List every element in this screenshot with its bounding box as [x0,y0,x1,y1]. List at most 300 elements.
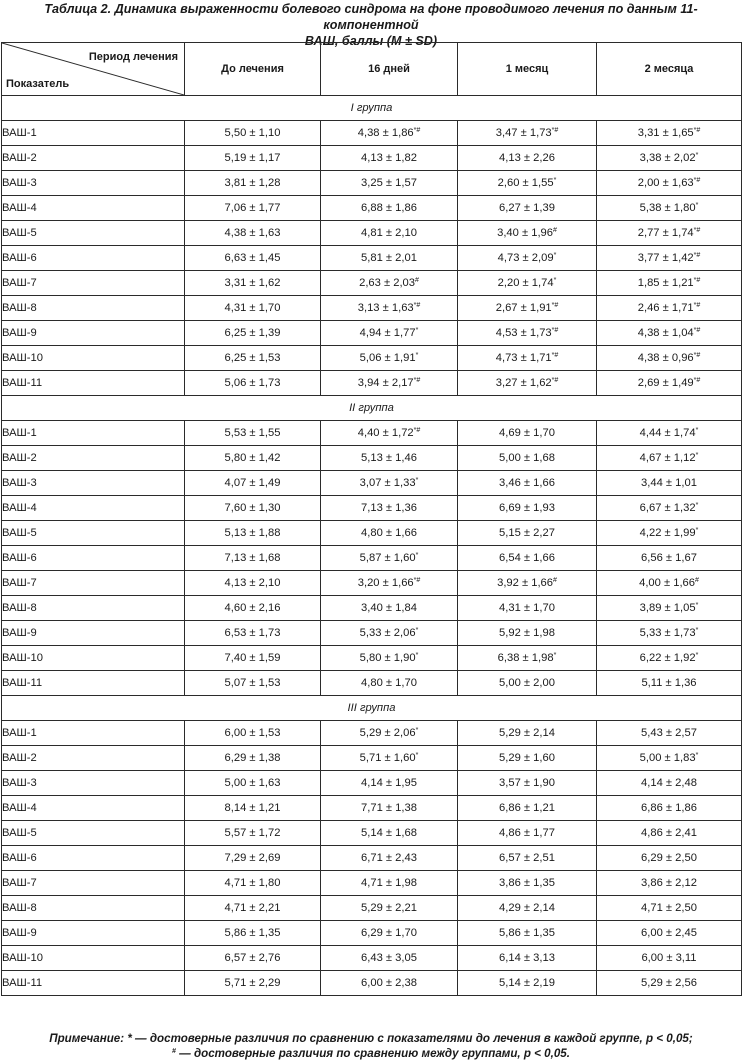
significance-mark: *# [693,277,701,284]
value-text: 7,60 ± 1,30 [224,502,281,514]
value-text: 4,73 ± 1,71 [495,352,552,364]
value-cell [597,321,742,346]
significance-mark: * [695,627,699,634]
value-text: 4,38 ± 1,04 [637,327,694,339]
value-cell [597,446,742,471]
value-text: 4,73 ± 2,09 [497,252,554,264]
value-text: 6,29 ± 1,38 [224,752,281,764]
value-cell [185,471,321,496]
value-cell [321,521,458,546]
value-cell [458,971,597,996]
value-text: 5,87 ± 1,60 [359,552,416,564]
table-row [2,921,742,946]
value-cell [458,771,597,796]
row-label: ВАШ-6 [2,546,185,571]
group-title: II группа [2,396,742,421]
value-text: 7,40 ± 1,59 [224,652,281,664]
value-cell [458,546,597,571]
row-label: ВАШ-4 [2,496,185,521]
value-cell [321,171,458,196]
value-text: 2,67 ± 1,91 [495,302,552,314]
value-text: 6,57 ± 2,76 [224,952,281,964]
row-label: ВАШ-9 [2,321,185,346]
table-note [0,1031,742,1061]
value-text: 4,80 ± 1,66 [361,527,417,539]
header-col-1-month: 1 месяц [458,43,597,96]
value-text: 6,25 ± 1,53 [224,352,281,364]
value-cell [458,871,597,896]
value-cell [597,971,742,996]
value-cell [185,121,321,146]
value-cell [321,671,458,696]
header-diagonal-cell [2,43,185,96]
significance-mark: * [553,652,557,659]
header-col-2-months: 2 месяца [597,43,742,96]
value-text: 5,06 ± 1,91 [359,352,416,364]
row-label: ВАШ-8 [2,596,185,621]
value-text: 6,00 ± 2,45 [641,927,697,939]
table-caption [0,0,742,48]
row-label: ВАШ-4 [2,196,185,221]
value-text: 4,38 ± 1,86 [357,127,414,139]
value-text: 8,14 ± 1,21 [224,802,281,814]
value-text: 4,38 ± 0,96 [637,352,694,364]
value-cell [458,371,597,396]
value-cell [458,946,597,971]
table-row [2,121,742,146]
note-hash-mark: # [172,1048,176,1055]
value-cell [458,596,597,621]
value-text: 3,47 ± 1,73 [495,127,552,139]
value-text: 4,14 ± 1,95 [361,777,417,789]
value-cell [597,571,742,596]
value-text: 5,07 ± 1,53 [224,677,281,689]
value-text: 5,81 ± 2,01 [361,252,417,264]
value-text: 4,00 ± 1,66 [639,577,695,589]
table-row [2,496,742,521]
value-cell [597,146,742,171]
table-row [2,846,742,871]
value-text: 4,22 ± 1,99 [639,527,696,539]
value-text: 3,86 ± 1,35 [499,877,555,889]
value-text: 4,38 ± 1,63 [224,227,281,239]
value-cell [321,546,458,571]
value-cell [458,321,597,346]
value-cell [185,596,321,621]
value-cell [597,196,742,221]
value-cell [458,221,597,246]
value-cell [321,346,458,371]
value-cell [597,546,742,571]
header-col-16-days: 16 дней [321,43,458,96]
row-label: ВАШ-8 [2,296,185,321]
significance-mark: * [415,752,419,759]
value-cell [185,296,321,321]
significance-mark: *# [551,302,559,309]
value-cell [185,546,321,571]
value-text: 5,14 ± 2,19 [499,977,555,989]
value-text: 3,81 ± 1,28 [224,177,281,189]
value-cell [458,346,597,371]
value-cell [458,146,597,171]
row-label: ВАШ-7 [2,571,185,596]
group-header-row [2,696,742,721]
value-cell [321,296,458,321]
value-cell [597,846,742,871]
value-cell [458,421,597,446]
note-line-1: Примечание: * — достоверные различия по сравнению с показателями до лечения в каждой группе, p < 0,05; [49,1032,693,1045]
value-text: 4,53 ± 1,73 [495,327,552,339]
value-text: 2,00 ± 1,63 [637,177,694,189]
value-cell [597,271,742,296]
value-text: 4,71 ± 1,80 [224,877,281,889]
table-row [2,321,742,346]
value-cell [185,271,321,296]
value-text: 6,14 ± 3,13 [499,952,555,964]
value-cell [185,821,321,846]
row-label: ВАШ-1 [2,721,185,746]
value-cell [597,596,742,621]
significance-mark: *# [551,352,559,359]
value-text: 6,86 ± 1,21 [499,802,555,814]
value-cell [185,571,321,596]
significance-mark: * [695,427,699,434]
significance-mark: * [695,752,699,759]
significance-mark: * [415,552,419,559]
value-cell [597,721,742,746]
value-text: 7,29 ± 2,69 [224,852,281,864]
value-text: 6,38 ± 1,98 [497,652,554,664]
value-text: 5,38 ± 1,80 [639,202,696,214]
value-text: 6,67 ± 1,32 [639,502,696,514]
value-cell [458,471,597,496]
value-cell [597,521,742,546]
value-cell [185,196,321,221]
value-cell [321,721,458,746]
value-cell [185,746,321,771]
value-text: 5,86 ± 1,35 [224,927,281,939]
value-text: 6,29 ± 2,50 [641,852,697,864]
significance-mark: # [695,577,699,584]
value-cell [597,621,742,646]
value-text: 4,71 ± 2,21 [224,902,281,914]
table-row [2,146,742,171]
value-cell [597,471,742,496]
value-cell [458,571,597,596]
value-cell [597,896,742,921]
value-cell [321,846,458,871]
value-cell [321,496,458,521]
value-text: 5,06 ± 1,73 [224,377,281,389]
value-cell [185,246,321,271]
table-row [2,821,742,846]
value-cell [185,721,321,746]
value-cell [597,421,742,446]
value-text: 3,07 ± 1,33 [359,477,416,489]
significance-mark: *# [693,127,701,134]
group-title: I группа [2,96,742,121]
note-line-2 [0,1046,742,1061]
row-label: ВАШ-6 [2,846,185,871]
value-text: 6,00 ± 2,38 [361,977,417,989]
significance-mark: *# [693,177,701,184]
value-cell [458,896,597,921]
row-label: ВАШ-7 [2,271,185,296]
value-text: 7,13 ± 1,36 [361,502,417,514]
value-cell [597,646,742,671]
value-text: 4,94 ± 1,77 [359,327,416,339]
value-text: 4,67 ± 1,12 [639,452,696,464]
value-text: 3,20 ± 1,66 [357,577,414,589]
value-cell [185,171,321,196]
row-label: ВАШ-1 [2,121,185,146]
value-text: 4,13 ± 1,82 [361,152,417,164]
value-cell [185,946,321,971]
value-cell [458,621,597,646]
significance-mark: *# [693,302,701,309]
table-row [2,771,742,796]
value-cell [321,871,458,896]
table-row [2,671,742,696]
value-cell [458,171,597,196]
value-cell [185,846,321,871]
significance-mark: *# [693,252,701,259]
value-text: 5,80 ± 1,90 [359,652,416,664]
value-text: 6,88 ± 1,86 [361,202,417,214]
row-label: ВАШ-10 [2,346,185,371]
value-text: 4,13 ± 2,26 [499,152,555,164]
row-label: ВАШ-7 [2,871,185,896]
value-text: 5,29 ± 2,14 [499,727,555,739]
value-cell [597,796,742,821]
value-text: 4,40 ± 1,72 [357,427,414,439]
value-text: 6,00 ± 1,53 [224,727,281,739]
value-text: 1,85 ± 1,21 [637,277,694,289]
value-cell [597,921,742,946]
value-cell [185,621,321,646]
value-text: 5,11 ± 1,36 [641,677,697,689]
value-cell [185,371,321,396]
value-text: 4,86 ± 2,41 [641,827,697,839]
significance-mark: * [695,202,699,209]
value-text: 4,71 ± 2,50 [641,902,697,914]
value-cell [185,796,321,821]
table-row [2,546,742,571]
significance-mark: * [415,652,419,659]
significance-mark: *# [413,577,421,584]
value-text: 5,33 ± 2,06 [359,627,416,639]
value-text: 4,60 ± 2,16 [224,602,281,614]
significance-mark: *# [413,377,421,384]
value-cell [185,521,321,546]
value-cell [321,321,458,346]
row-label: ВАШ-11 [2,671,185,696]
significance-mark: *# [693,377,701,384]
table-body [2,96,742,996]
significance-mark: * [695,452,699,459]
value-text: 3,86 ± 2,12 [641,877,697,889]
table-row [2,421,742,446]
value-text: 6,29 ± 1,70 [361,927,417,939]
value-cell [185,771,321,796]
value-text: 5,00 ± 1,63 [224,777,281,789]
value-cell [597,821,742,846]
value-text: 6,27 ± 1,39 [499,202,555,214]
value-text: 5,53 ± 1,55 [224,427,281,439]
value-text: 6,86 ± 1,86 [641,802,697,814]
value-cell [185,446,321,471]
value-cell [458,296,597,321]
value-text: 2,46 ± 1,71 [637,302,694,314]
value-text: 6,00 ± 3,11 [641,952,697,964]
row-label: ВАШ-10 [2,646,185,671]
table-row [2,946,742,971]
table-row [2,871,742,896]
significance-mark: *# [693,352,701,359]
value-text: 7,13 ± 1,68 [224,552,281,564]
group-title: III группа [2,696,742,721]
significance-mark: *# [551,127,559,134]
value-cell [321,971,458,996]
table-row [2,596,742,621]
value-cell [321,946,458,971]
row-label: ВАШ-5 [2,521,185,546]
value-cell [458,671,597,696]
table-row [2,571,742,596]
row-label: ВАШ-6 [2,246,185,271]
significance-mark: *# [693,227,701,234]
group-header-row [2,396,742,421]
value-text: 5,29 ± 2,21 [361,902,417,914]
significance-mark: *# [413,302,421,309]
value-cell [321,246,458,271]
value-text: 4,44 ± 1,74 [639,427,696,439]
table-row [2,196,742,221]
table-row [2,471,742,496]
value-text: 2,63 ± 2,03 [359,277,415,289]
value-text: 7,06 ± 1,77 [224,202,281,214]
value-cell [458,796,597,821]
significance-mark: # [553,227,557,234]
value-text: 2,69 ± 1,49 [637,377,694,389]
significance-mark: # [553,577,557,584]
value-text: 5,29 ± 2,56 [641,977,697,989]
value-cell [185,496,321,521]
value-text: 3,27 ± 1,62 [495,377,552,389]
significance-mark: * [553,177,557,184]
value-cell [321,121,458,146]
note-line-2-text: — достоверные различия по сравнению между группами, p < 0,05. [175,1047,570,1060]
value-cell [597,371,742,396]
value-text: 5,71 ± 2,29 [224,977,281,989]
value-text: 6,57 ± 2,51 [499,852,555,864]
header-indicator-label: Показатель [6,78,70,90]
value-cell [321,271,458,296]
significance-mark: * [415,352,419,359]
value-text: 5,33 ± 1,73 [639,627,696,639]
row-label: ВАШ-5 [2,821,185,846]
value-cell [321,646,458,671]
value-text: 6,22 ± 1,92 [639,652,696,664]
value-cell [321,196,458,221]
table-row [2,446,742,471]
value-text: 4,69 ± 1,70 [499,427,555,439]
value-cell [185,221,321,246]
value-text: 5,29 ± 2,06 [359,727,416,739]
value-cell [321,221,458,246]
significance-mark: * [415,477,419,484]
value-cell [185,646,321,671]
value-text: 6,56 ± 1,67 [641,552,697,564]
row-label: ВАШ-3 [2,771,185,796]
value-cell [321,771,458,796]
value-cell [597,296,742,321]
value-cell [458,121,597,146]
value-text: 4,13 ± 2,10 [224,577,281,589]
table-row [2,896,742,921]
value-text: 3,92 ± 1,66 [497,577,553,589]
value-text: 4,71 ± 1,98 [361,877,417,889]
value-text: 4,80 ± 1,70 [361,677,417,689]
row-label: ВАШ-9 [2,921,185,946]
value-cell [321,796,458,821]
value-text: 5,00 ± 2,00 [499,677,555,689]
table-row [2,271,742,296]
value-cell [597,121,742,146]
value-text: 3,40 ± 1,84 [361,602,417,614]
value-text: 2,60 ± 1,55 [497,177,554,189]
value-cell [597,171,742,196]
significance-mark: * [695,152,699,159]
table-row [2,971,742,996]
value-cell [321,921,458,946]
value-text: 5,14 ± 1,68 [361,827,417,839]
value-cell [321,371,458,396]
row-label: ВАШ-10 [2,946,185,971]
row-label: ВАШ-8 [2,896,185,921]
value-text: 5,13 ± 1,46 [361,452,417,464]
value-text: 6,53 ± 1,73 [224,627,281,639]
value-text: 4,86 ± 1,77 [499,827,555,839]
value-text: 3,77 ± 1,42 [637,252,694,264]
value-text: 3,31 ± 1,62 [224,277,281,289]
value-cell [458,846,597,871]
value-cell [185,921,321,946]
value-text: 2,77 ± 1,74 [637,227,694,239]
value-cell [185,321,321,346]
value-cell [321,446,458,471]
value-text: 3,25 ± 1,57 [361,177,417,189]
table-row [2,221,742,246]
value-text: 6,54 ± 1,66 [499,552,555,564]
value-cell [597,746,742,771]
value-text: 6,63 ± 1,45 [224,252,281,264]
value-cell [321,596,458,621]
value-text: 5,80 ± 1,42 [224,452,281,464]
significance-mark: * [553,277,557,284]
value-cell [321,621,458,646]
table-row [2,521,742,546]
significance-mark: * [695,527,699,534]
value-cell [597,671,742,696]
value-text: 3,40 ± 1,96 [497,227,553,239]
value-text: 5,92 ± 1,98 [499,627,555,639]
value-cell [321,421,458,446]
value-cell [321,471,458,496]
significance-mark: * [553,252,557,259]
significance-mark: * [415,627,419,634]
significance-mark: *# [413,427,421,434]
